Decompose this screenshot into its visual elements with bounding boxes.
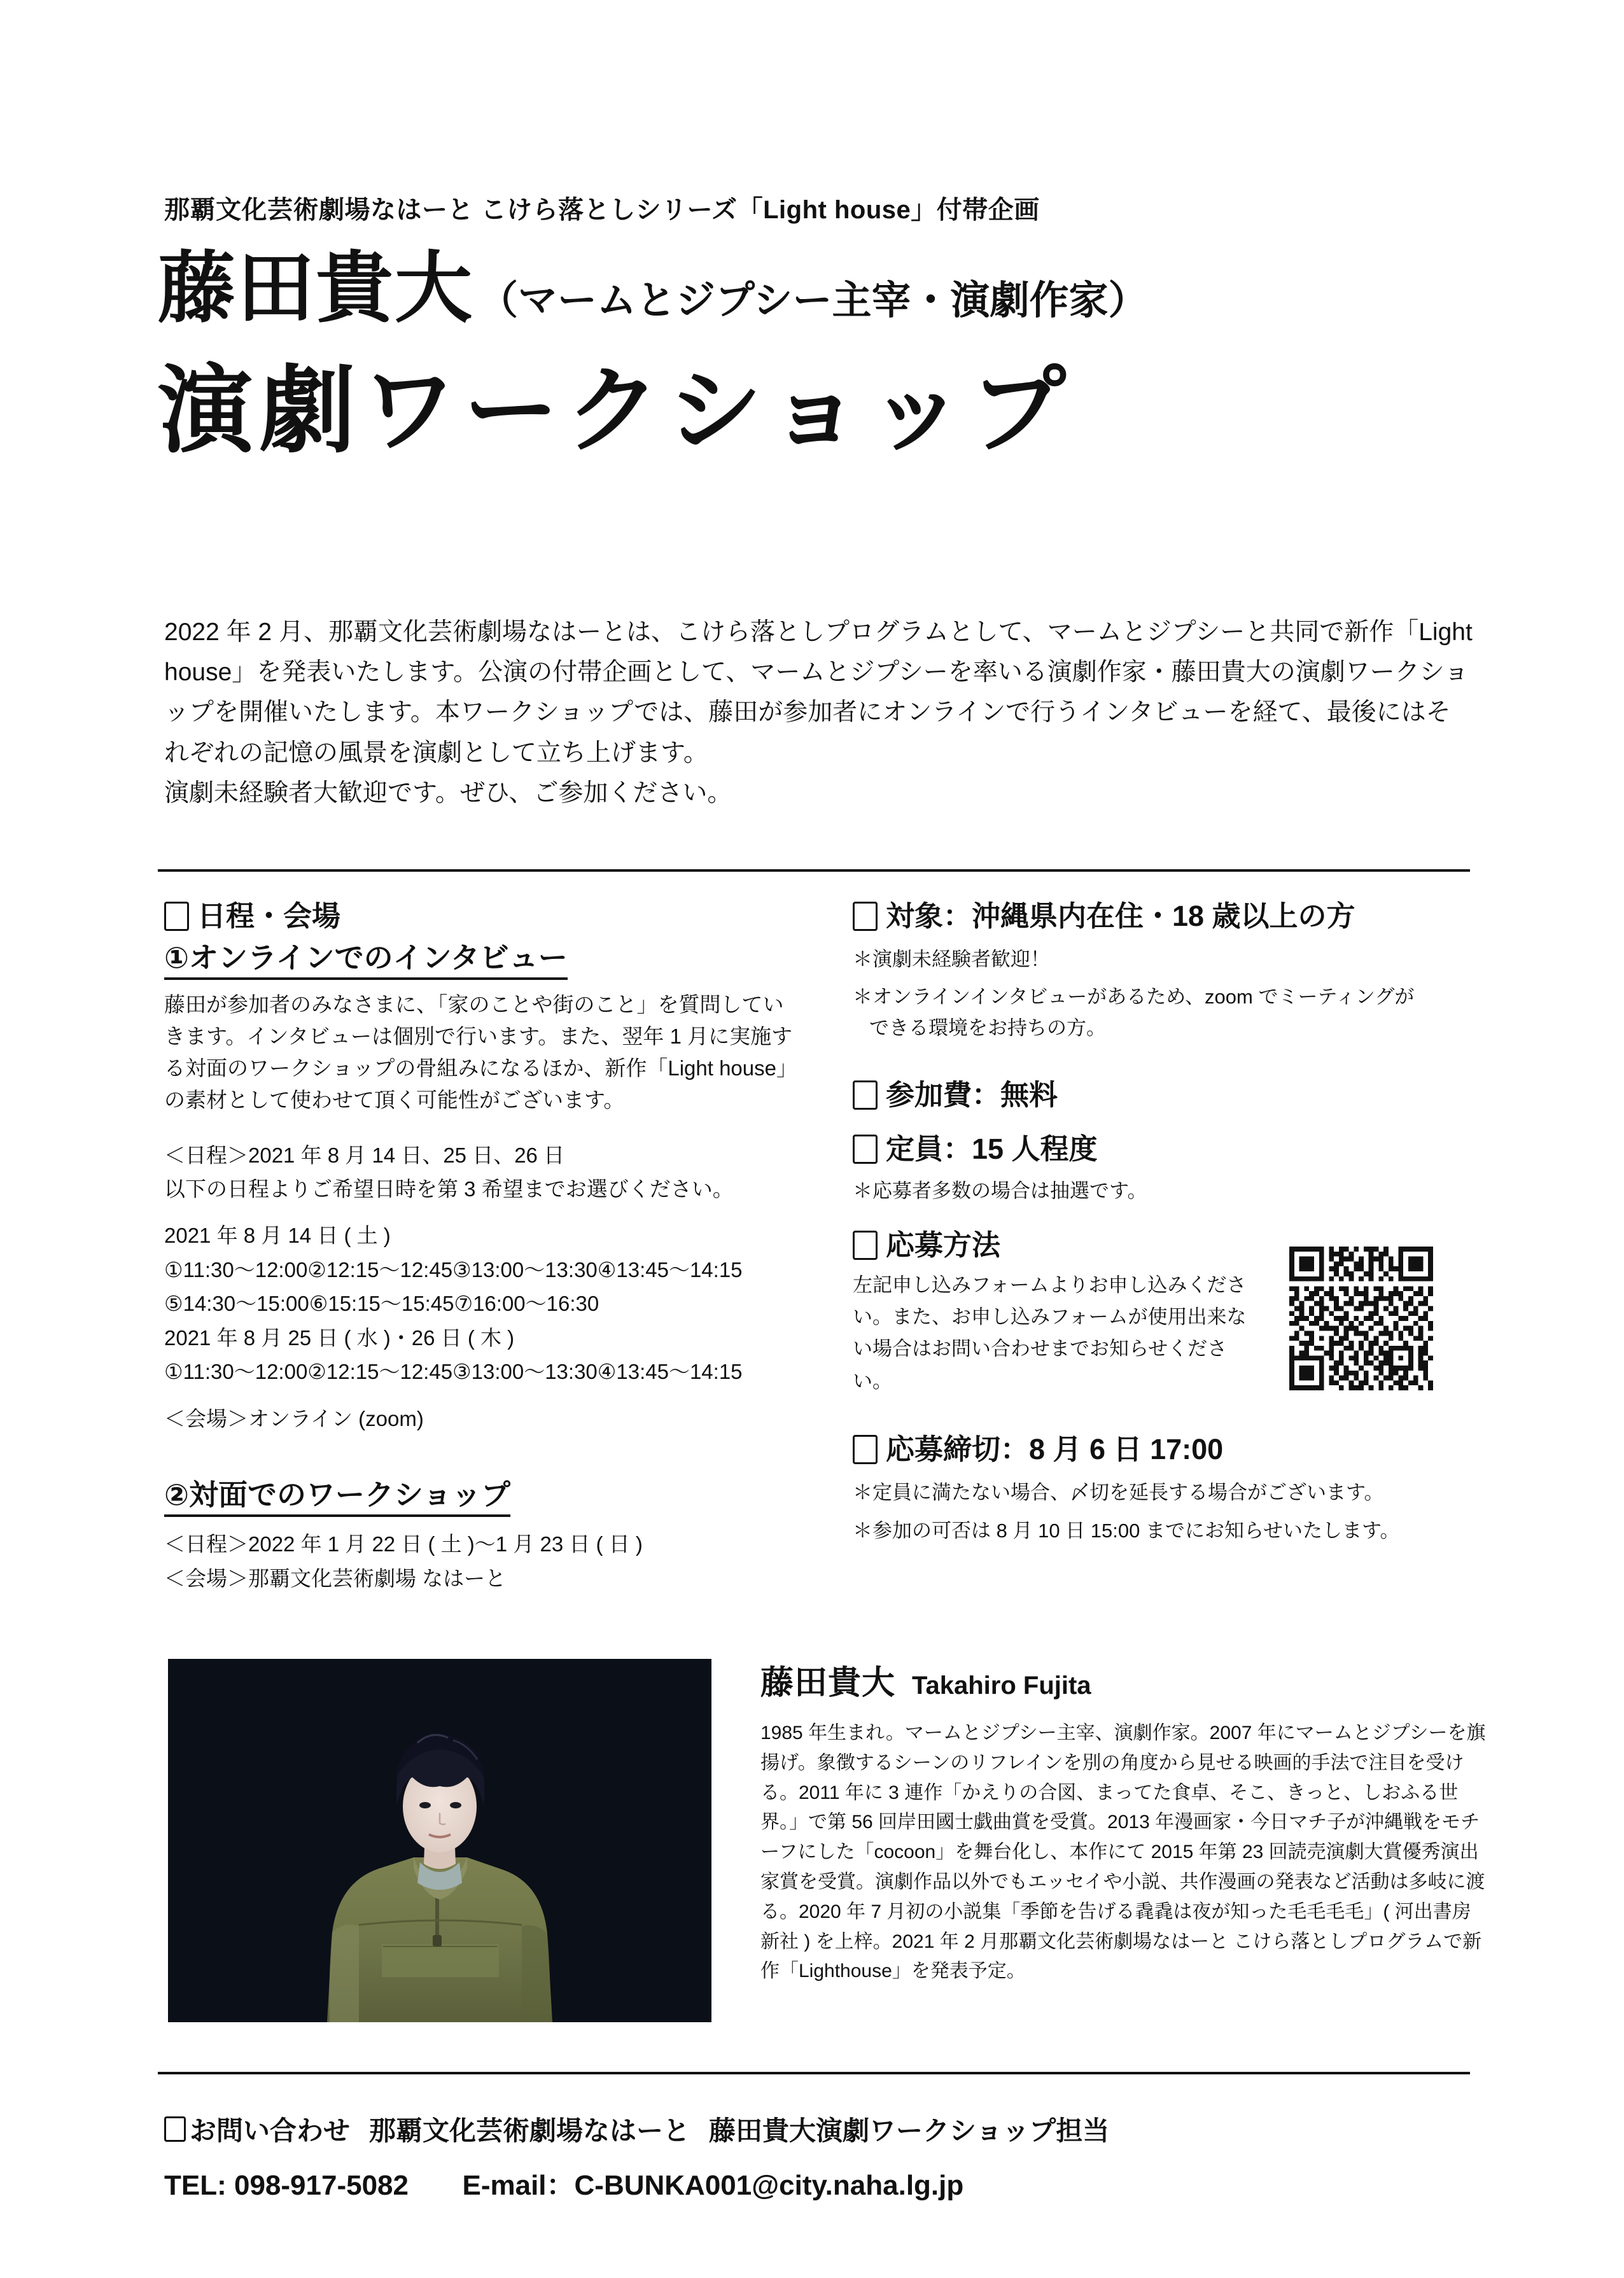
day1-slots-line2: ⑤14:30〜15:00⑥15:15〜15:45⑦16:00〜16:30 — [164, 1292, 599, 1316]
fee-heading-label: 参加費：無料 — [886, 1078, 1058, 1111]
divider-top — [158, 869, 1470, 872]
section2-venue: ＜会場＞那覇文化芸術劇場 なはーと — [164, 1566, 507, 1590]
dates-note: 以下の日程よりご希望日時を第 3 希望までお選びください。 — [164, 1177, 734, 1201]
intro-paragraph — [164, 612, 1475, 813]
divider-bottom — [158, 2072, 1470, 2074]
deadline-heading — [853, 1433, 1489, 1466]
qr-code-icon[interactable] — [1289, 1247, 1433, 1390]
deadline-note-1: ＊定員に満たない場合、〆切を延長する場合がございます。 — [853, 1481, 1384, 1504]
capacity-note: ＊応募者多数の場合は抽選です。 — [853, 1180, 1147, 1203]
checkbox-icon — [853, 1231, 878, 1260]
footer-contact-details — [164, 2162, 963, 2203]
intro-text-2: 演劇未経験者大歓迎です。ぜひ、ご参加ください。 — [164, 779, 732, 807]
checkbox-icon — [164, 2116, 186, 2142]
section2-heading: ②対面でのワークショップ — [164, 1478, 510, 1517]
day1-label: 2021 年 8 月 14 日 ( 土 ) — [164, 1224, 391, 1248]
day2-label: 2021 年 8 月 25 日 ( 水 )・26 日 ( 木 ) — [164, 1325, 515, 1350]
dates-label: ＜日程＞2021 年 8 月 14 日、25 日、26 日 — [164, 1143, 565, 1167]
checkbox-icon — [853, 902, 878, 931]
footer-contact-org: 那覇文化芸術劇場なはーと — [369, 2116, 690, 2146]
section1-heading: ①オンラインでのインタビュー — [164, 940, 568, 980]
artist-name-row — [158, 245, 1148, 332]
artist-portrait-photo — [168, 1659, 711, 2022]
bio-block — [760, 1656, 1486, 1987]
day2-slots-line1: ①11:30〜12:00②12:15〜12:45③13:00〜13:30④13:45〜14:15 — [164, 1360, 743, 1384]
venue-online: ＜会場＞オンライン (zoom) — [164, 1406, 424, 1430]
footer-email[interactable]: E-mail：C-BUNKA001@city.naha.lg.jp — [462, 2170, 964, 2201]
schedule-heading-label: 日程・会場 — [197, 900, 341, 932]
artist-name-subtitle: （マームとジプシー主宰・演劇作家） — [479, 279, 1148, 323]
bio-name-row — [760, 1656, 1486, 1703]
section1-body: 藤田が参加者のみなさまに、「家のことや街のこと」を質問していきます。インタビューは個別で行います。また、翌年 1 月に実施する対面のワークショップの骨組みになるほか、新作「Light house」の素材として使わせて頂く可能性がございます。 — [164, 992, 793, 1112]
target-heading-label: 対象：沖縄県内在住・18 歳以上の方 — [886, 900, 1355, 932]
schedule-heading — [164, 900, 794, 933]
checkbox-icon — [853, 1080, 878, 1110]
deadline-note-2: ＊参加の可否は 8 月 10 日 15:00 までにお知らせいたします。 — [853, 1520, 1400, 1542]
checkbox-icon — [853, 1135, 878, 1164]
intro-text-1: 2022 年 2 月、那覇文化芸術劇場なはーとは、こけら落としプログラムとして、マームとジプシーと共同で新作「Light house」を発表いたします。公演の付帯企画として、マームとジプシーを率いる演劇作家・藤田貴大の演劇ワークショップを開催いたします。本ワークショップでは、藤田が参加者にオンラインで行うインタビューを経て、最後にはそれぞれの記憶の風景を演劇として立ち上げます。 — [164, 618, 1473, 767]
capacity-heading-label: 定員：15 人程度 — [886, 1133, 1098, 1166]
target-heading — [853, 900, 1489, 933]
target-note-1: ＊演劇未経験者歓迎！ — [853, 947, 1050, 970]
right-column — [853, 900, 1489, 1547]
left-column — [164, 900, 794, 1595]
apply-heading-label: 応募方法 — [886, 1229, 1001, 1262]
footer-contact-row — [164, 2110, 1109, 2148]
footer-contact-label: お問い合わせ — [190, 2116, 351, 2146]
capacity-heading — [853, 1133, 1489, 1166]
section2-dates: ＜日程＞2022 年 1 月 22 日 ( 土 )〜1 月 23 日 ( 日 ) — [164, 1532, 643, 1556]
checkbox-icon — [164, 902, 189, 931]
deadline-heading-label: 応募締切：8 月 6 日 17:00 — [886, 1432, 1224, 1465]
footer-tel[interactable]: TEL: 098-917-5082 — [164, 2170, 409, 2201]
bio-name-japanese: 藤田貴大 — [760, 1665, 896, 1702]
apply-body: 左記申し込みフォームよりお申し込みください。また、お申し込みフォームが使用出来ない場合はお問い合わせまでお知らせください。 — [853, 1273, 1247, 1392]
bio-name-english: Takahiro Fujita — [912, 1672, 1091, 1700]
apply-block — [853, 1229, 1489, 1397]
target-note-2: ＊オンラインインタビューがあるため、zoom でミーティングが — [853, 985, 1415, 1008]
day1-slots-line1: ①11:30〜12:00②12:15〜12:45③13:00〜13:30④13:45〜14:15 — [164, 1257, 743, 1282]
target-note-2b: できる環境をお持ちの方。 — [869, 1016, 1106, 1039]
artist-name-main: 藤田貴大 — [158, 245, 473, 332]
page-title: 演劇ワークショップ — [158, 357, 1073, 464]
checkbox-icon — [853, 1435, 878, 1464]
fee-heading — [853, 1079, 1489, 1112]
bio-text: 1985 年生まれ。マームとジプシー主宰、演劇作家。2007 年にマームとジプシーを旗揚げ。象徴するシーンのリフレインを別の角度から見せる映画的手法で注目を受ける。2011 年に 3 連作「かえりの合図、まってた食卓、そこ、きっと、しおふる世界。」で第 56 回岸田國士戯曲賞を受賞。2013 年漫画家・今日マチ子が沖縄戦をモチーフにした「cocoon」を舞台化し、本作にて 2015 年第 23 回読売演劇大賞優秀演出家賞を受賞。演劇作品以外でもエッセイや小説、共作漫画の発表など活動は多岐に渡る。2020 年 7 月初の小説集「季節を告げる毳毳は夜が知った毛毛毛毛」( 河出書房新社 ) を上梓。2021 年 2 月那覇文化芸術劇場なはーと こけら落としプログラムで新作「Lighthouse」を発表予定。 — [760, 1722, 1486, 1982]
series-kicker: 那覇文化芸術劇場なはーと こけら落としシリーズ「Light house」付帯企画 — [164, 196, 1040, 224]
footer-contact-dept: 藤田貴大演劇ワークショップ担当 — [709, 2116, 1110, 2146]
